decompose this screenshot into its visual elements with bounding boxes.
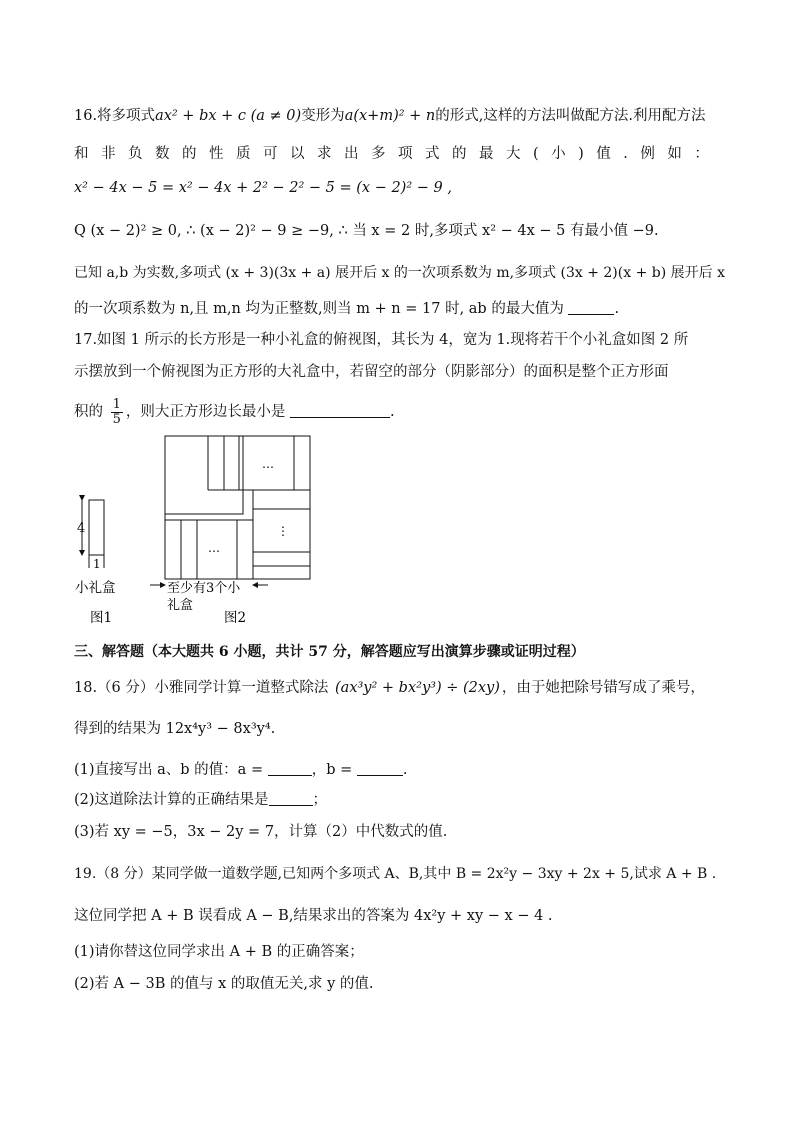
figure-2-large-box <box>150 436 310 626</box>
length-label: 4 <box>77 521 86 536</box>
dots-top: … <box>262 457 274 471</box>
section-3-heading: 三、解答题（本大题共 6 小题，共计 57 分，解答题应写出演算步骤或证明过程） <box>74 644 585 660</box>
q16-polynomial: ax² + bx + c (a ≠ 0) <box>155 108 302 124</box>
q18-line-1 <box>74 678 724 698</box>
fig2-note-line-2: 礼盒 <box>167 598 194 613</box>
q16-question-end: . <box>614 301 620 317</box>
dots-right: ⋮ <box>277 524 289 538</box>
q18-part-1 <box>74 760 724 780</box>
small-box-rect <box>89 500 104 555</box>
q17-question-end: . <box>390 404 395 420</box>
q16-vertex-form: a(x+m)² + n <box>344 108 436 124</box>
q17-area-text: 积的 <box>74 404 103 420</box>
q18-part-2-text: (2)这道除法计算的正确结果是 <box>74 792 269 808</box>
q18-part-2 <box>74 790 724 810</box>
q17-line-1: 17.如图 1 所示的长方形是一种小礼盒的俯视图，其长为 4，宽为 1.现将若干个小礼盒如图 2 所 <box>74 332 689 348</box>
q16-intro: 16.将多项式 <box>74 108 156 124</box>
fig2-note-line-1: 至少有3个小 <box>167 581 241 596</box>
q18-part-1-end: . <box>402 762 408 778</box>
q19-part-2: (2)若 A − 3B 的值与 x 的取值无关,求 y 的值. <box>74 976 374 992</box>
q18-part-2-end: ； <box>312 792 328 808</box>
q18-part-1-text: (1)直接写出 a、b 的值：a = <box>74 762 264 778</box>
q18-expression: (ax³y² + bx²y³) ÷ (2xy) <box>335 680 500 696</box>
q16-example-conclusion: Q (x − 2)² ≥ 0, ∴ (x − 2)² − 9 ≥ −9, ∴ 当 x = 2 时,多项式 x² − 4x − 5 有最小值 −9. <box>74 223 659 239</box>
q19-line-1: 19.（8 分）某同学做一道数学题,已知两个多项式 A、B,其中 B = 2x²y − 3xy + 2x + 5,试求 A + B . <box>74 866 717 882</box>
q18-result-blank[interactable] <box>269 790 313 806</box>
width-label: 1 <box>93 557 101 571</box>
q16-transform-text: 变形为 <box>301 108 345 124</box>
q18-b-blank[interactable] <box>357 760 403 776</box>
q17-fraction-denominator: 5 <box>112 411 121 427</box>
q18-mistake-text: ，由于她把除号错写成了乘号， <box>501 680 705 696</box>
q17-fraction-numerator: 1 <box>112 396 121 412</box>
q18-a-blank[interactable] <box>268 760 312 776</box>
q17-question-text: ，则大正方形边长最小是 <box>125 404 286 420</box>
figure-1-small-box <box>75 500 116 626</box>
small-box-caption: 小礼盒 <box>75 580 116 596</box>
q16-given-conditions: 已知 a,b 为实数,多项式 (x + 3)(3x + a) 展开后 x 的一次项系数为 m,多项式 (3x + 2)(x + b) 展开后 x <box>74 265 725 281</box>
q19-line-2: 这位同学把 A + B 误看成 A − B,结果求出的答案为 4x²y + xy − x − 4 . <box>74 908 553 924</box>
q18-part-3: (3)若 xy = −5，3x − 2y = 7，计算（2）中代数式的值. <box>74 824 448 840</box>
top-left-block <box>165 436 243 514</box>
q18-intro: 18.（6 分）小雅同学计算一道整式除法 <box>74 680 329 696</box>
figure-1-caption: 图1 <box>90 610 113 626</box>
q16-example-equation: x² − 4x − 5 = x² − 4x + 2² − 2² − 5 = (x − 2)² − 9 , <box>74 180 452 196</box>
q16-line-2: 和非负数的性质可以求出多项式的最大(小)值.例如： <box>74 146 722 162</box>
dots-bottom: … <box>208 541 220 555</box>
q19-part-1: (1)请你替这位同学求出 A + B 的正确答案； <box>74 944 364 960</box>
q18-wrong-result: 得到的结果为 12x⁴y³ − 8x³y⁴. <box>74 721 276 737</box>
q16-method-text: 的形式,这样的方法叫做配方法.利用配方法 <box>435 108 706 124</box>
q16-question-text: 的一次项系数为 n,且 m,n 均为正整数,则当 m + n = 17 时, ab 的最大值为 <box>74 301 564 317</box>
q17-line-2: 示摆放到一个俯视图为正方形的大礼盒中，若留空的部分（阴影部分）的面积是整个正方形面 <box>74 364 669 380</box>
figure-2-caption: 图2 <box>224 610 247 626</box>
q18-part-1-b-text: ，b = <box>311 762 353 778</box>
